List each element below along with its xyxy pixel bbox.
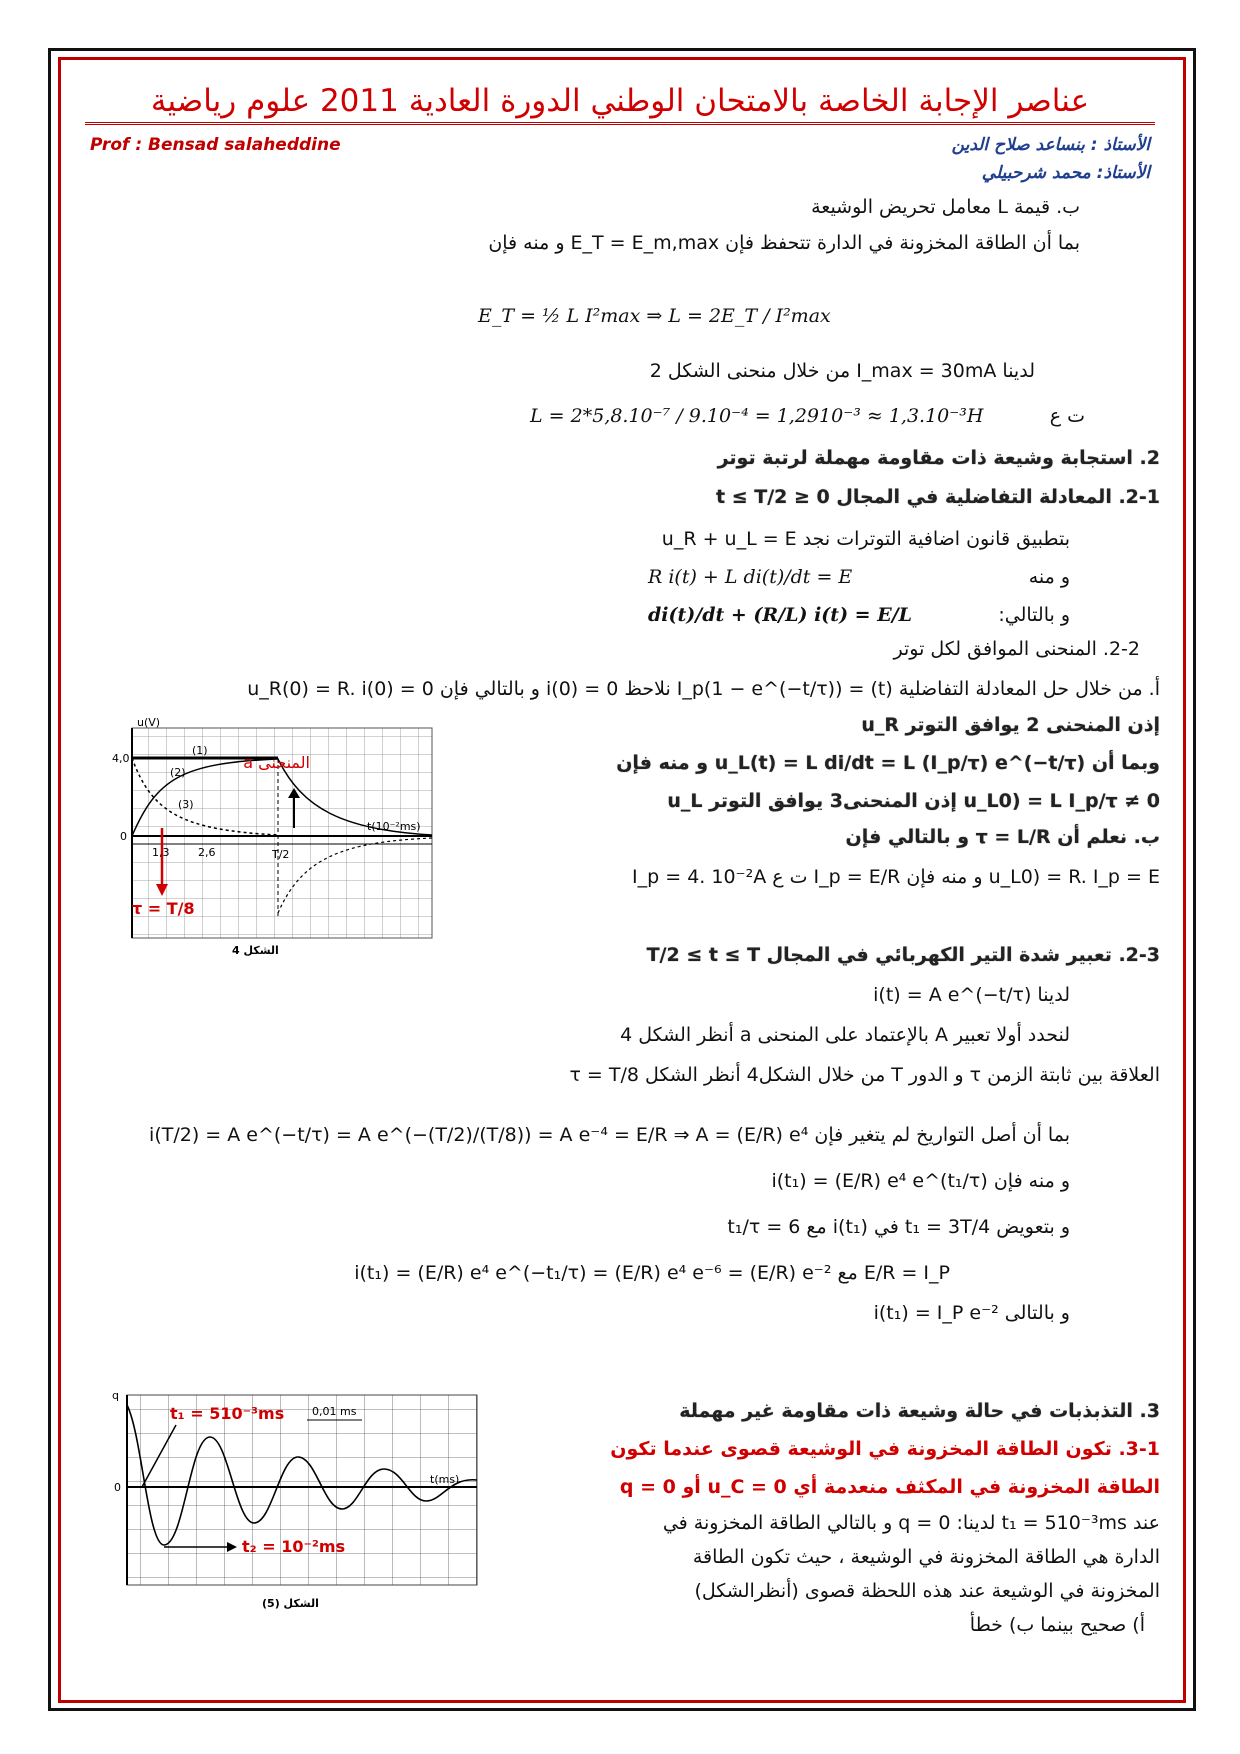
text-line: بما أن الطاقة المخزونة في الدارة تتحفظ فإن E_T = E_m,max و منه فإن xyxy=(488,232,1080,254)
text-line: ب. نعلم أن τ = L/R و بالتالي فإن xyxy=(845,826,1160,848)
author-latin: Prof : Bensad salaheddine xyxy=(90,135,341,155)
text-line: و منه فإن i(t₁) = (E/R) e⁴ e^(t₁/τ) xyxy=(771,1170,1070,1192)
fig4-label-a: المنحنى a xyxy=(243,753,310,772)
figure-4 xyxy=(112,718,442,968)
text-line: و بالتالي: xyxy=(998,604,1070,626)
fig5-ylabel: q xyxy=(112,1389,119,1402)
text-line: الطاقة المخزونة في المكثف منعدمة أي u_C = 0 أو q = 0 xyxy=(619,1476,1160,1498)
fig4-caption: الشكل 4 xyxy=(232,944,279,957)
fig5-t2-label: t₂ = 10⁻²ms xyxy=(242,1537,346,1556)
text-line: u_L0) = R. I_p = E و منه فإن I_p = E/R ت ع I_p = 4. 10⁻²A xyxy=(632,866,1160,888)
text-line: إذن المنحنى 2 يوافق التوتر u_R xyxy=(861,714,1160,736)
fig4-xlabel: t(10⁻²ms) xyxy=(367,820,421,833)
text-line: وبما أن u_L(t) = L di/dt = L (I_p/τ) e^(−t/τ) و منه فإن xyxy=(616,752,1160,774)
fig4-xtick-t2: T/2 xyxy=(272,848,290,861)
fig5-xlabel: t(ms) xyxy=(430,1473,460,1486)
text-line: E/R = I_P مع i(t₁) = (E/R) e⁴ e^(−t₁/τ) = (E/R) e⁴ e⁻⁶ = (E/R) e⁻² xyxy=(354,1262,950,1284)
fig4-xtick-1: 1,3 xyxy=(152,846,170,859)
author-arabic-1: الأستاذ : بنساعد صلاح الدين xyxy=(951,135,1150,155)
text-line: u_L0) = L I_p/τ ≠ 0 إذن المنحنى3 يوافق التوتر u_L xyxy=(667,790,1160,812)
equation: R i(t) + L di(t)/dt = E xyxy=(648,566,853,588)
text-line: الدارة هي الطاقة المخزونة في الوشيعة ، حيث تكون الطاقة xyxy=(692,1546,1160,1568)
figure-5 xyxy=(112,1385,482,1615)
equation: L = 2*5,8.10⁻⁷ / 9.10⁻⁴ = 1,2910⁻³ ≈ 1,3.10⁻³H xyxy=(530,405,984,427)
text-line: أ) صحيح بينما ب) خطأ xyxy=(969,1614,1145,1636)
text-line: العلاقة بين ثابتة الزمن τ و الدور T من خلال الشكل4 أنظر الشكل τ = T/8 xyxy=(569,1064,1160,1086)
text-line: عند t₁ = 510⁻³ms لدينا: q = 0 و بالتالي الطاقة المخزونة في xyxy=(662,1512,1160,1534)
section-heading: 2-3. تعبير شدة التير الكهربائي في المجال T/2 ≤ t ≤ T xyxy=(646,944,1160,966)
fig5-t1-label: t₁ = 510⁻³ms xyxy=(170,1404,285,1423)
fig4-label-3: (3) xyxy=(178,798,194,811)
text-line: و بتعويض t₁ = 3T/4 في i(t₁) مع t₁/τ = 6 xyxy=(727,1216,1070,1238)
fig4-xtick-2: 2,6 xyxy=(198,846,216,859)
fig5-caption: الشكل (5) xyxy=(262,1597,319,1610)
fig4-ytick-4: 4,0 xyxy=(112,752,130,765)
text-line: بما أن أصل التواريخ لم يتغير فإن i(T/2) = A e^(−t/τ) = A e^(−(T/2)/(T/8)) = A e⁻⁴ = E/R ⇒ A = (E/R) e⁴ xyxy=(149,1124,1070,1146)
section-heading: 2-2. المنحنى الموافق لكل توتر xyxy=(893,638,1140,660)
fig5-grid xyxy=(127,1395,477,1585)
text-line: ت ع xyxy=(1049,405,1085,427)
equation: di(t)/dt + (R/L) i(t) = E/L xyxy=(648,604,912,626)
section-heading: 2. استجابة وشيعة ذات مقاومة مهملة لرتبة توتر xyxy=(717,447,1160,469)
fig4-label-2: (2) xyxy=(170,766,186,779)
section-heading: 3. التذبذبات في حالة وشيعة ذات مقاومة غير مهملة xyxy=(679,1400,1160,1422)
equation: E_T = ½ L I²max ⇒ L = 2E_T / I²max xyxy=(478,305,831,327)
fig4-tau-label: τ = T/8 xyxy=(132,899,195,918)
section-heading: 3-1. تكون الطاقة المخزونة في الوشيعة قصوى عندما تكون xyxy=(610,1438,1160,1460)
text-line: بتطبيق قانون اضافية التوترات نجد u_R + u_L = E xyxy=(661,528,1070,550)
fig5-ytick-0: 0 xyxy=(114,1481,121,1494)
fig4-ylabel: u(V) xyxy=(137,718,161,729)
fig4-ytick-0: 0 xyxy=(120,830,127,843)
text-line: لدينا I_max = 30mA من خلال منحنى الشكل 2 xyxy=(649,360,1035,382)
text-line: أ. من خلال حل المعادلة التفاضلية (t) = I_p(1 − e^(−t/τ)) نلاحظ i(0) = 0 و بالتالي فإن u_R(0) = R. i(0) = 0 xyxy=(247,678,1160,700)
text-line: و بالتالى i(t₁) = I_P e⁻² xyxy=(873,1302,1070,1324)
text-line: و منه xyxy=(1028,566,1070,588)
fig4-label-1: (1) xyxy=(192,744,208,757)
author-arabic-2: الأستاذ: محمد شرحبيلي xyxy=(981,163,1150,183)
page-title: عناصر الإجابة الخاصة بالامتحان الوطني الدورة العادية 2011 علوم رياضية xyxy=(150,83,1090,119)
fig5-scale-label: 0,01 ms xyxy=(312,1405,357,1418)
text-line: لنحدد أولا تعبير A بالإعتماد على المنحنى a أنظر الشكل 4 xyxy=(620,1024,1070,1046)
section-heading: 2-1. المعادلة التفاضلية في المجال 0 ≤ t ≤ T/2 xyxy=(716,486,1160,508)
text-line: لدينا i(t) = A e^(−t/τ) xyxy=(873,984,1070,1006)
title-underline xyxy=(85,122,1155,125)
text-line: المخزونة في الوشيعة عند هذه اللحظة قصوى (أنظرالشكل) xyxy=(694,1580,1160,1602)
text-line: ب. قيمة L معامل تحريض الوشيعة xyxy=(811,196,1080,218)
